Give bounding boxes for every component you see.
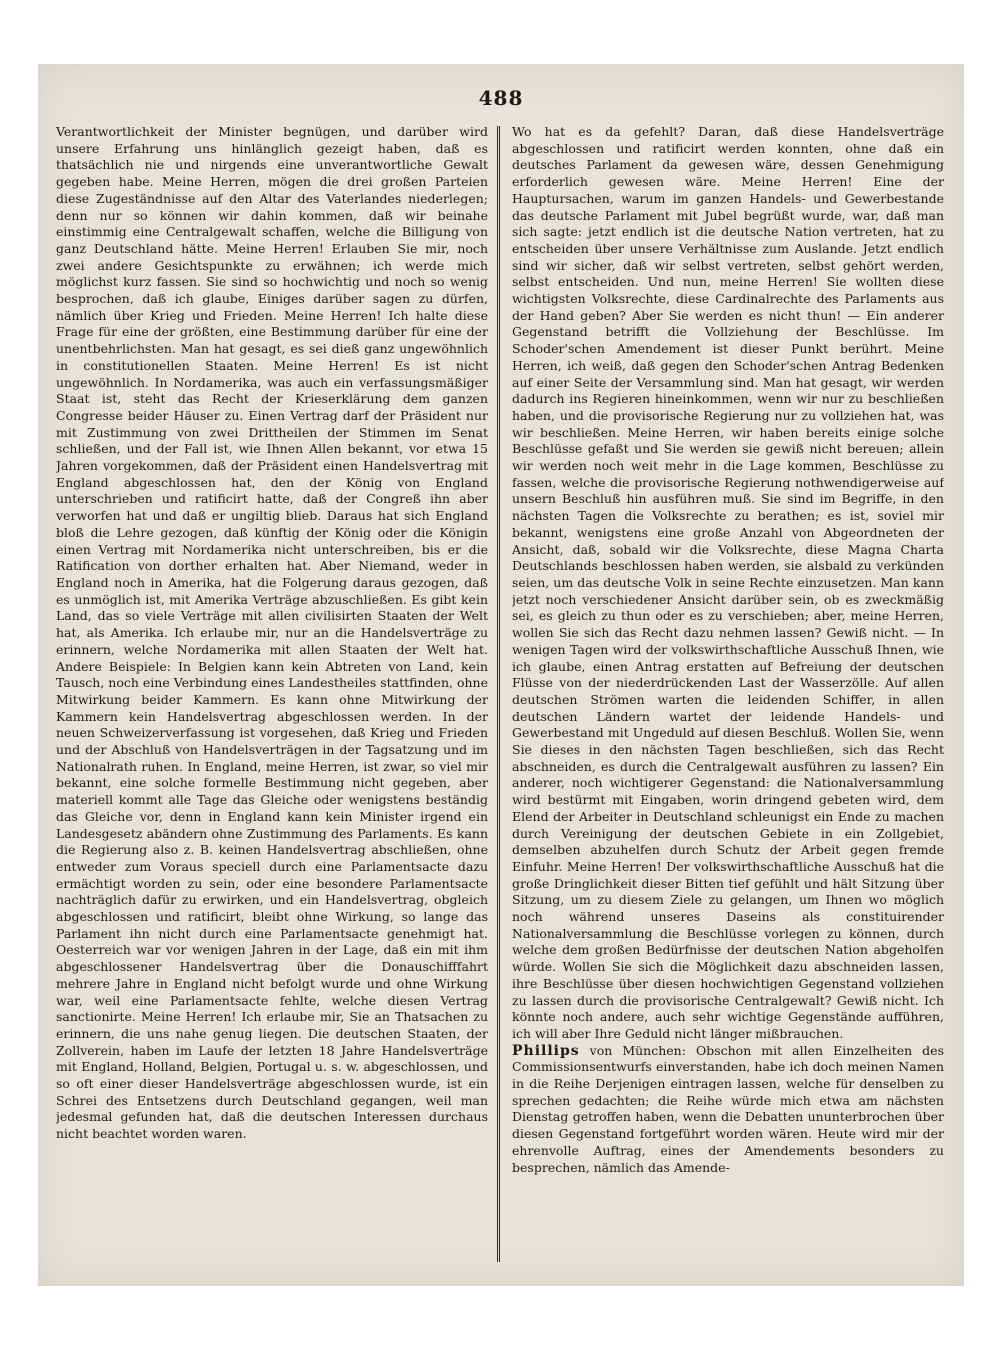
column-divider [497, 126, 500, 1262]
right-column [512, 124, 944, 1264]
left-column [56, 124, 488, 1264]
page-number: 488 [478, 86, 524, 110]
right-column-paragraph-1: Wo hat es da gefehlt? Daran, daß diese Handelsverträge abgeschlossen und ratificirt werden konnten, ohne daß ein deutsches Parlament da gewesen wäre, dessen Genehmigung erforderlich gewesen wäre. Meine Herren! Eine der Hauptursachen, warum im ganzen Handels- und Gewerbestande das deutsche Parlament mit Jubel begrüßt wurde, war, daß man sich sagte: jetzt endlich ist die deutsche Nation vertreten, hat zu entscheiden über unsere Verhältnisse zum Auslande. Jetzt endlich sind wir sicher, daß wir selbst vertreten, selbst gehört werden, selbst entscheiden. Und nun, meine Herren! Sie wollten diese wichtigsten Volksrechte, diese Cardinalrechte des Parlaments aus der Hand geben? Aber Sie werden es nicht thun! — Ein anderer Gegenstand betrifft die Vollziehung der Beschlüsse. Im Schoder'schen Amendement ist dieser Punkt berührt. Meine Herren, ich weiß, daß gegen den Schoder'schen Antrag Bedenken auf einer Seite der Versammlung sind. Man hat gesagt, wir werden dadurch ins Regieren hineinkommen, wenn wir nur zu beschließen haben, und die provisorische Regierung nur zu vollziehen hat, was wir beschließen. Meine Herren, wir haben bereits einige solche Beschlüsse gefaßt und Sie werden sie gewiß nicht bereuen; allein wir werden noch weit mehr in die Lage kommen, Beschlüsse zu fassen, welche die provisorische Regierung nothwendigerweise auf unsern Beschluß hin ausführen muß. Sie sind im Begriffe, in den nächsten Tagen die Volksrechte zu berathen; es ist, soviel mir bekannt, wenigstens eine große Anzahl von Abgeordneten der Ansicht, daß, sobald wir die Volksrechte, diese Magna Charta Deutschlands beschlossen haben werden, sie alsbald zu verkünden seien, um das deutsche Volk in seine Rechte einzusetzen. Man kann jetzt noch verschiedener Ansicht darüber sein, ob es zweckmäßig sei, es gleich zu thun oder es zu verschieben; aber, meine Herren, wollen Sie sich das Recht dazu nehmen lassen? Gewiß nicht. — In wenigen Tagen wird der volkswirthschaftliche Ausschuß Ihnen, wie ich glaube, einen Antrag erstatten auf Befreiung der deutschen Flüsse von der niederdrückenden Last der Wasserzölle. Auf allen deutschen Strömen warten die leidenden Schiffer, in allen deutschen Ländern wartet der leidende Handels- und Gewerbestand mit Ungeduld auf diesen Beschluß. Wollen Sie, wenn Sie dieses in den nächsten Tagen beschließen, sich das Recht abschneiden, es durch die Centralgewalt ausführen zu lassen? Ein anderer, noch wichtigerer Gegenstand: die Nationalversammlung wird bestürmt mit Eingaben, worin dringend gebeten wird, dem Elend der Arbeiter in Deutschland schleunigst ein Ende zu machen durch Vereinigung der deutschen Gebiete in ein Zollgebiet, demselben abzuhelfen durch Schutz der Arbeit gegen fremde Einfuhr. Meine Herren! Der volkswirthschaftliche Ausschuß hat die große Dringlichkeit dieser Bitten tief gefühlt und hält Sitzung über Sitzung, um zu diesem Ziele zu gelangen, um Ihnen wo möglich noch während unseres Daseins als constituirender Nationalversammlung die Beschlüsse vorlegen zu können, durch welche dem großen Bedürfnisse der deutschen Nation abgeholfen würde. Wollen Sie sich die Möglichkeit dazu abschneiden lassen, ihre Beschlüsse über diesen hochwichtigen Gegenstand vollziehen zu lassen durch die provisorische Centralgewalt? Gewiß nicht. Ich könnte noch andere, auch sehr wichtige Gegenstände aufführen, ich will aber Ihre Geduld nicht länger mißbrauchen. [512, 124, 944, 1041]
speaker-text: von München: Obschon mit allen Einzelheiten des Commissionsentwurfs einverstanden, habe ich doch meinen Namen in die Reihe Derjenigen eintragen lassen, welche für denselben zu sprechen gedachten; die Reihe würde mich etwa am nächsten Dienstag getroffen haben, wenn die Debatten ununterbrochen über diesen Gegenstand fortgeführt worden wären. Heute wird mir der ehrenvolle Auftrag, eines der Amendements besonders zu besprechen, nämlich das Amende- [512, 1042, 944, 1175]
left-column-text: Verantwortlichkeit der Minister begnügen, und darüber wird unsere Erfahrung uns hinlänglich gezeigt haben, daß es thatsächlich nie und nirgends eine unverantwortliche Gewalt gegeben habe. Meine Herren, mögen die drei großen Parteien diese Zugeständnisse auf den Altar des Vaterlandes niederlegen; denn nur so können wir dahin kommen, daß wir beinahe einstimmig eine Centralgewalt schaffen, welche die Billigung von ganz Deutschland hätte. Meine Herren! Erlauben Sie mir, noch zwei andere Gesichtspunkte zu erwähnen; ich werde mich möglichst kurz fassen. Sie sind so hochwichtig und noch so wenig besprochen, daß ich glaube, Einiges darüber sagen zu dürfen, nämlich über Krieg und Frieden. Meine Herren! Ich halte diese Frage für eine der größten, eine Bestimmung darüber für eine der unentbehrlichsten. Man hat gesagt, es sei dieß ganz ungewöhnlich in constitutionellen Staaten. Meine Herren! Es ist nicht ungewöhnlich. In Nordamerika, was auch ein verfassungsmäßiger Staat ist, steht das Recht der Krieserklärung dem ganzen Congresse beider Häuser zu. Einen Vertrag darf der Präsident nur mit Zustimmung von zwei Drittheilen der Stimmen im Senat schließen, und der Fall ist, wie Ihnen Allen bekannt, vor etwa 15 Jahren vorgekommen, daß der Präsident einen Handelsvertrag mit England abgeschlossen hat, den der König von England unterschrieben und ratificirt hatte, daß der Congreß ihn aber verworfen hat und daß er ungiltig blieb. Daraus hat sich England bloß die Lehre gezogen, daß künftig der König oder die Königin einen Vertrag mit Nordamerika nicht unterschreiben, bis er die Ratification von dorther erhalten hat. Aber Niemand, weder in England noch in Amerika, hat die Folgerung daraus gezogen, daß es unmöglich ist, mit Amerika Verträge abzuschließen. Es gibt kein Land, das so viele Verträge mit allen civilisirten Staaten der Welt hat, als Amerika. Ich erlaube mir, nur an die Handelsverträge zu erinnern, welche Nordamerika mit allen Staaten der Welt hat. Andere Beispiele: In Belgien kann kein Abtreten von Land, kein Tausch, noch eine Verbindung eines Landestheiles stattfinden, ohne Mitwirkung beider Kammern. Es kann ohne Mitwirkung der Kammern kein Handelsvertrag abgeschlossen werden. In der neuen Schweizerverfassung ist vorgesehen, daß Krieg und Frieden und der Abschluß von Handelsverträgen in der Tagsatzung und im Nationalrath ruhen. In England, meine Herren, ist zwar, so viel mir bekannt, eine solche formelle Bestimmung nicht gegeben, aber materiell kommt alle Tage das Gleiche oder wenigstens beständig das Gleiche vor, denn in England kann kein Minister irgend ein Landesgesetz abändern ohne Zustimmung des Parlaments. Es kann die Regierung also z. B. keinen Handelsvertrag abschließen, ohne entweder zum Voraus speciell durch eine Parlamentsacte dazu ermächtigt worden zu sein, oder eine besondere Parlamentsacte nachträglich dafür zu erwirken, und ein Handelsvertrag, obgleich abgeschlossen und ratificirt, bleibt ohne Wirkung, so lange das Parlament ihn nicht durch eine Parlamentsacte genehmigt hat. Oesterreich war vor wenigen Jahren in der Lage, daß ein mit ihm abgeschlossener Handelsvertrag über die Donauschifffahrt mehrere Jahre in England nicht befolgt wurde und ohne Wirkung war, weil eine Parlamentsacte fehlte, welche diesen Vertrag sanctionirte. Meine Herren! Ich erlaube mir, Sie an Thatsachen zu erinnern, die uns nahe genug liegen. Die deutschen Staaten, der Zollverein, haben im Laufe der letzten 18 Jahre Handelsverträge mit England, Holland, Belgien, Portugal u. s. w. abgeschlossen, und so oft einer dieser Handelsverträge abgeschlossen wurde, ist ein Schrei des Entsetzens durch Deutschland gegangen, weil man jedesmal gefunden hat, daß die deutschen Interessen durchaus nicht beachtet worden waren. [56, 124, 488, 1142]
speaker-name: Phillips [512, 1042, 580, 1059]
right-column-paragraph-2 [512, 1043, 944, 1177]
newspaper-page [38, 64, 964, 1286]
